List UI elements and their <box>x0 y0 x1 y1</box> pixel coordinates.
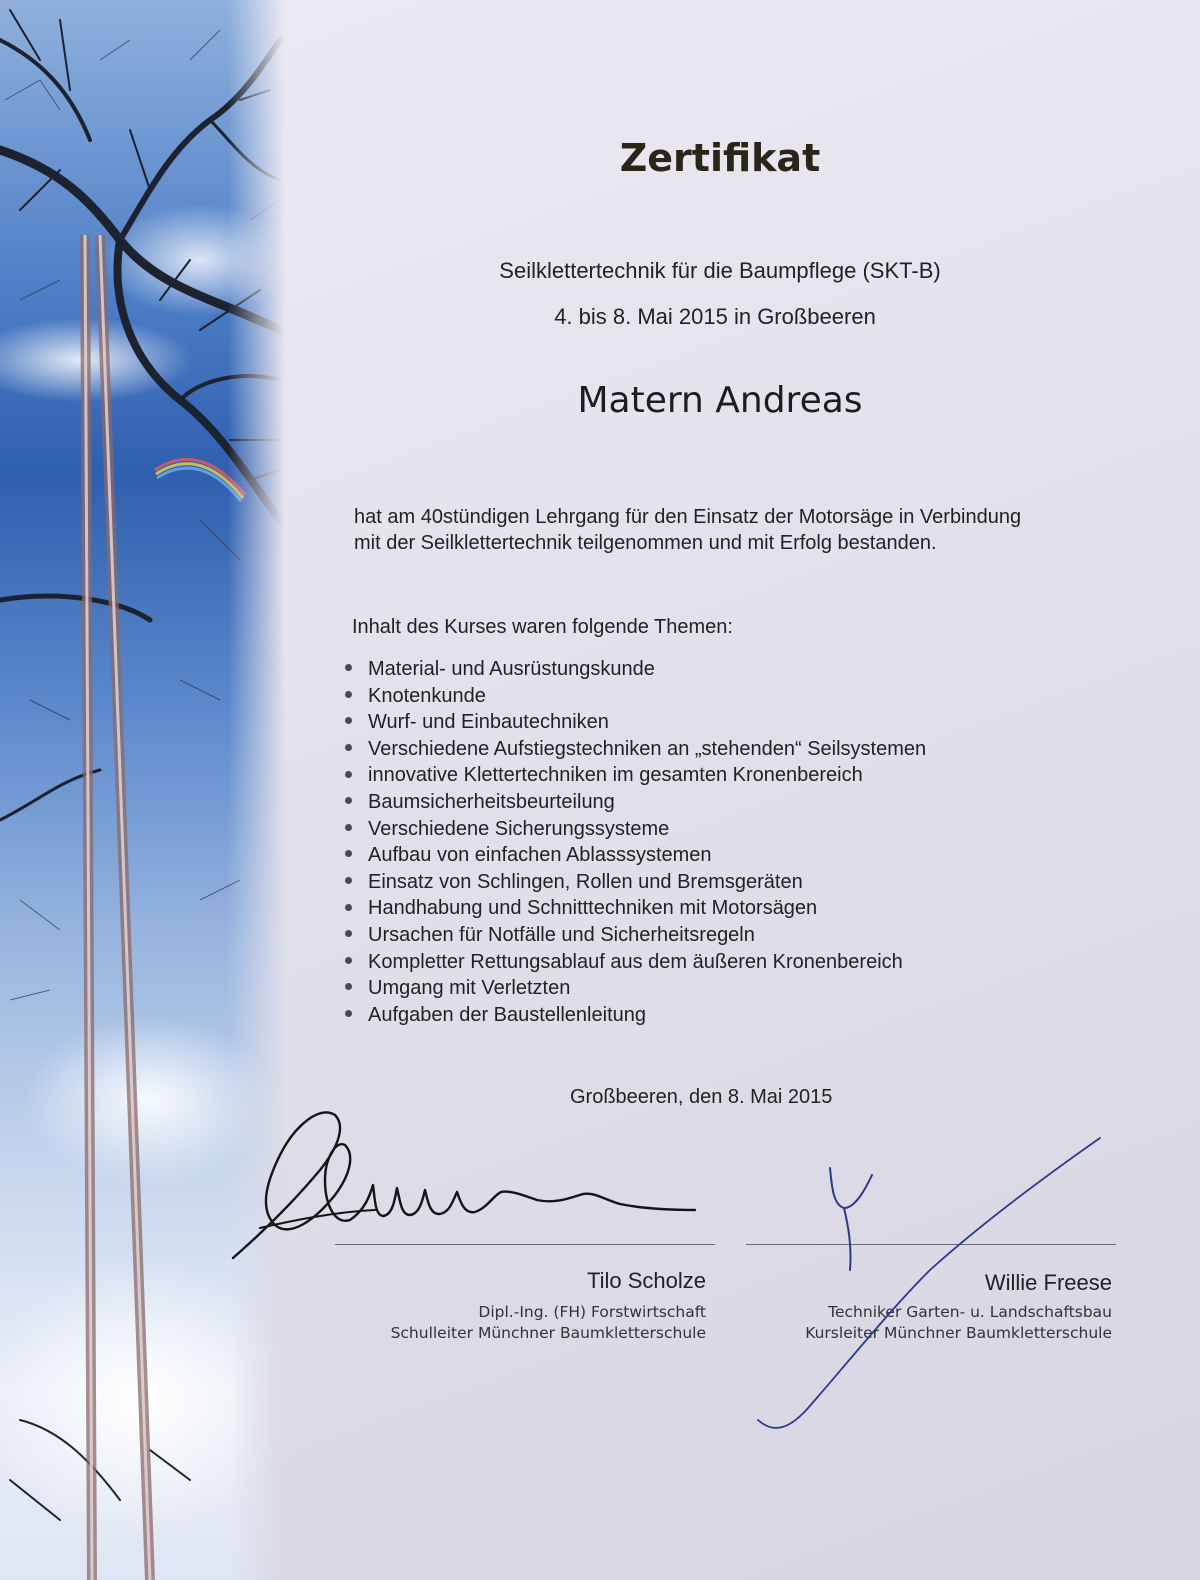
bullet-icon <box>345 797 352 804</box>
signature-line-right <box>746 1244 1116 1245</box>
signer-block-right <box>805 1270 1112 1344</box>
list-item <box>345 869 926 896</box>
signer-name: Tilo Scholze <box>586 1268 706 1293</box>
signer-block-left <box>391 1268 706 1344</box>
bullet-icon <box>345 664 352 671</box>
bullet-icon <box>345 850 352 857</box>
list-item <box>345 922 926 949</box>
topic-label: Handhabung und Schnitttechniken mit Motorsägen <box>368 897 818 920</box>
topic-label: Material- und Ausrüstungskunde <box>368 658 655 680</box>
signature-line-left <box>335 1244 715 1245</box>
signer-role: Techniker Garten- u. Landschaftsbau <box>828 1303 1112 1321</box>
bullet-icon <box>345 957 352 964</box>
topics-intro: Inhalt des Kurses waren folgende Themen: <box>352 616 733 638</box>
topic-label: Umgang mit Verletzten <box>368 977 571 1000</box>
list-item <box>345 895 926 922</box>
bullet-icon <box>345 691 352 698</box>
list-item <box>345 736 926 763</box>
recipient-name: Matern Andreas <box>577 380 863 421</box>
list-item <box>345 709 926 736</box>
certificate-title: Zertifikat <box>619 136 821 180</box>
bullet-icon <box>345 983 352 990</box>
list-item <box>345 842 926 869</box>
bullet-icon <box>345 904 352 911</box>
tree-branches-image <box>0 0 285 1580</box>
bullet-icon <box>345 771 352 778</box>
topic-label: Verschiedene Aufstiegstechniken an „stehenden“ Seilsystemen <box>368 737 927 760</box>
topic-label: Wurf- und Einbautechniken <box>368 711 609 734</box>
topic-label: Aufgaben der Baustellenleitung <box>368 1003 646 1026</box>
signer-organization: Schulleiter Münchner Baumkletterschule <box>390 1324 706 1342</box>
statement-line-2: mit der Seilklettertechnik teilgenommen und mit Erfolg bestanden. <box>354 532 937 554</box>
topic-label: Verschiedene Sicherungssysteme <box>368 817 670 840</box>
place-and-date: Großbeeren, den 8. Mai 2015 <box>570 1086 833 1108</box>
signer-organization: Kursleiter Münchner Baumkletterschule <box>805 1324 1112 1342</box>
course-name: Seilklettertechnik für die Baumpflege (SKT-B) <box>499 258 941 283</box>
list-item <box>345 762 926 789</box>
topic-label: Ursachen für Notfälle und Sicherheitsregeln <box>368 923 755 946</box>
topic-label: Einsatz von Schlingen, Rollen und Bremsgeräten <box>368 870 803 893</box>
topic-label: innovative Klettertechniken im gesamten Kronenbereich <box>368 764 863 787</box>
list-item <box>345 816 926 843</box>
completion-statement <box>354 504 1114 556</box>
list-item <box>345 656 926 683</box>
tree-photo-band <box>0 0 285 1580</box>
signer-name: Willie Freese <box>984 1270 1112 1295</box>
bullet-icon <box>345 930 352 937</box>
bullet-icon <box>345 824 352 831</box>
list-item <box>345 975 926 1002</box>
topic-label: Baumsicherheitsbeurteilung <box>368 790 615 813</box>
signer-role: Dipl.-Ing. (FH) Forstwirtschaft <box>478 1303 706 1321</box>
bullet-icon <box>345 877 352 884</box>
list-item <box>345 1002 926 1029</box>
statement-line-1: hat am 40stündigen Lehrgang für den Einsatz der Motorsäge in Verbindung <box>354 506 1022 528</box>
bullet-icon <box>345 1010 352 1017</box>
list-item <box>345 949 926 976</box>
topic-label: Knotenkunde <box>368 684 486 707</box>
list-item <box>345 683 926 710</box>
topic-label: Kompletter Rettungsablauf aus dem äußeren Kronenbereich <box>368 950 903 973</box>
topic-label: Aufbau von einfachen Ablasssystemen <box>368 844 712 867</box>
bullet-icon <box>345 717 352 724</box>
course-dates: 4. bis 8. Mai 2015 in Großbeeren <box>554 304 876 329</box>
list-item <box>345 789 926 816</box>
bullet-icon <box>345 744 352 751</box>
topics-list <box>345 656 926 1028</box>
